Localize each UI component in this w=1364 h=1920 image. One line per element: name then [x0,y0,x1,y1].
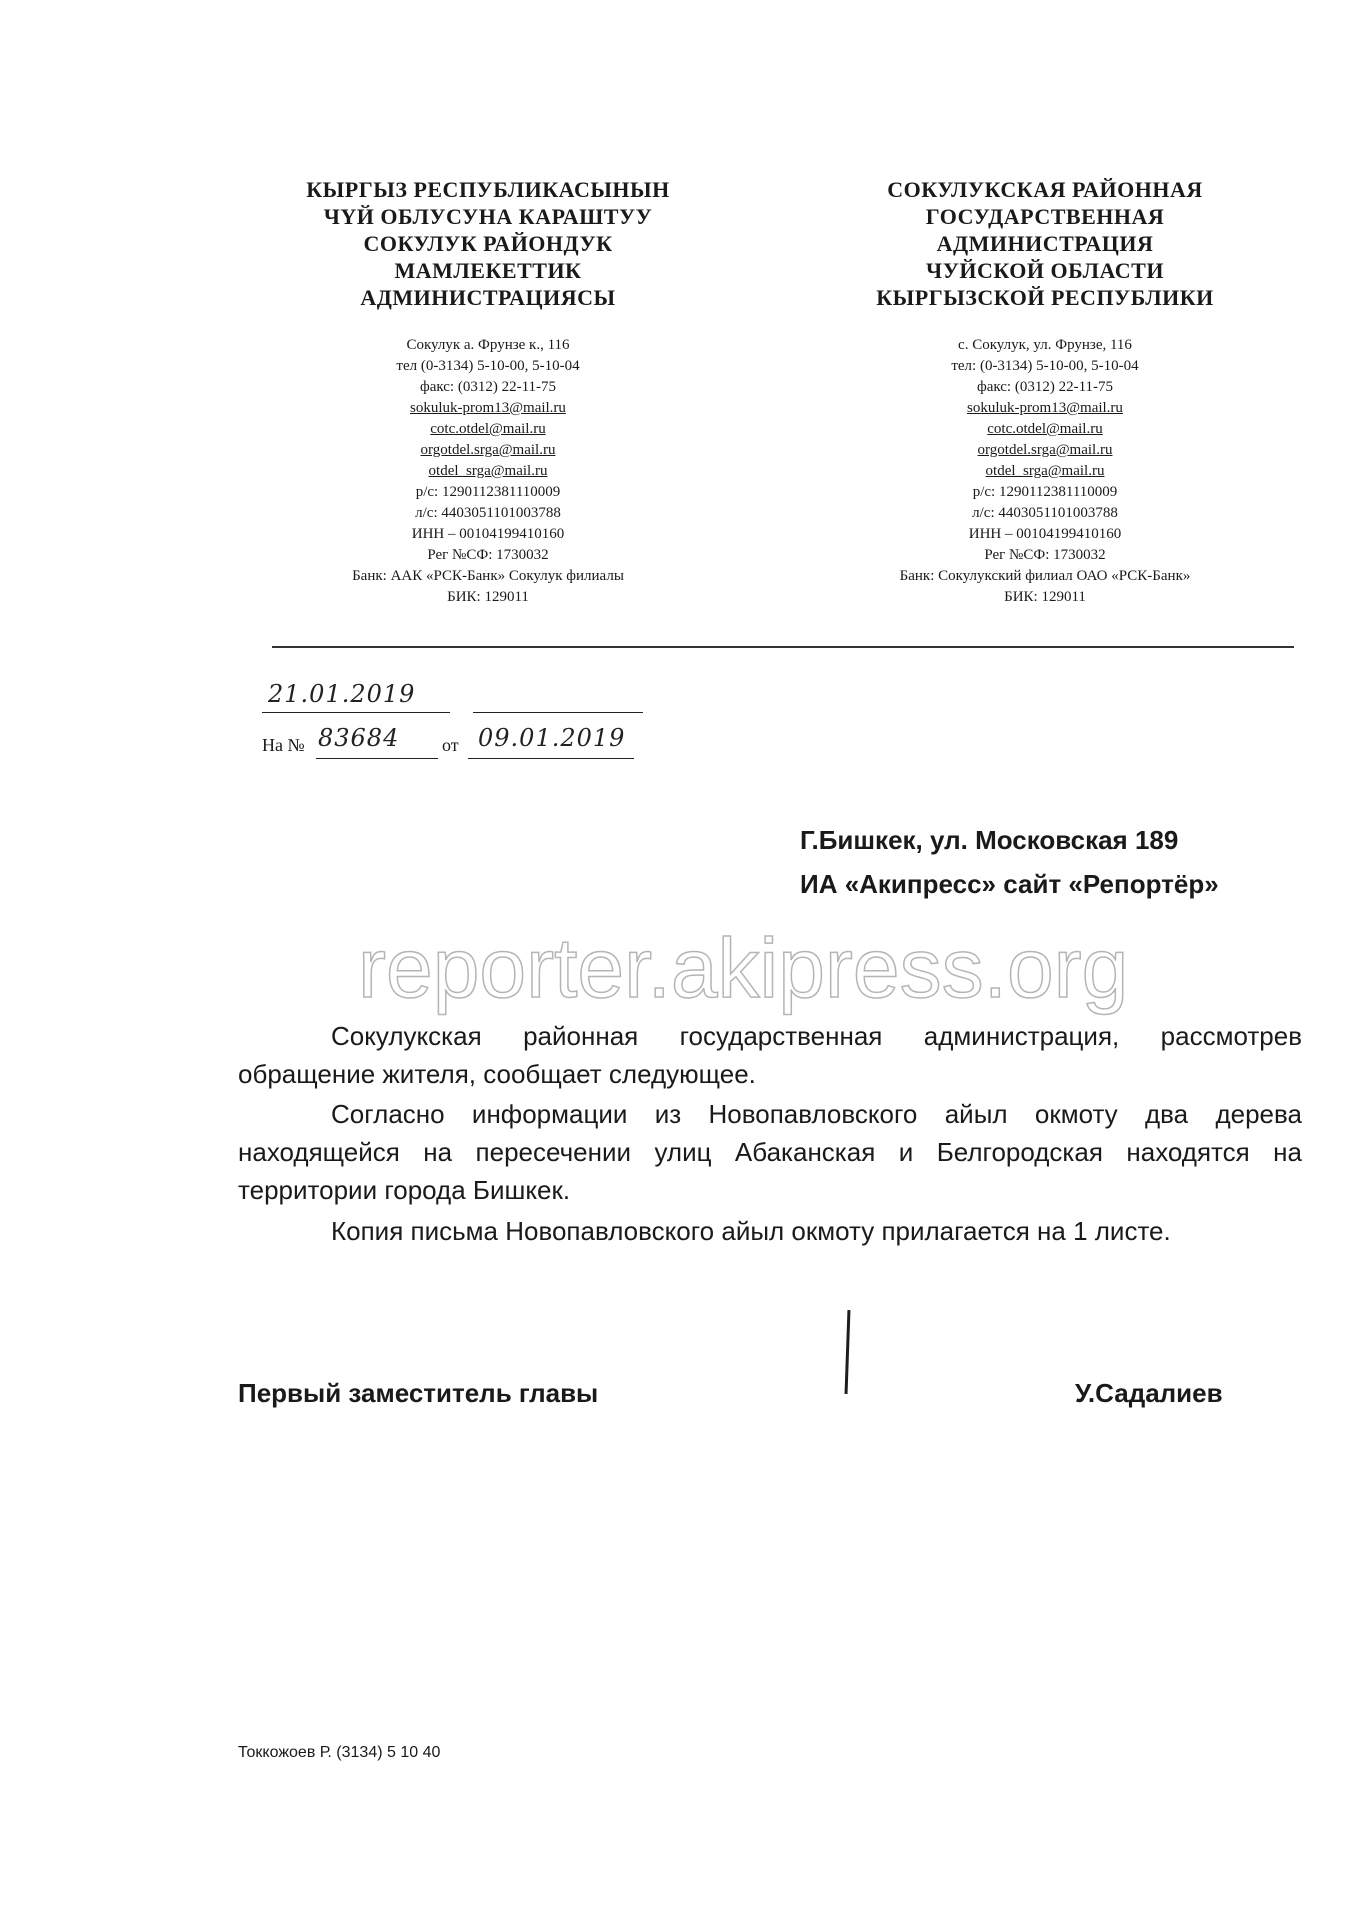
org-name-line: СОКУЛУКСКАЯ РАЙОННАЯ [887,177,1203,202]
incoming-date-underline [468,758,634,759]
fax: факс: (0312) 22-11-75 [419,379,557,395]
body-paragraph-2: Согласно информации из Новопавловского айыл окмоту два дерева находящейся на пересечении улиц Абаканская и Белгородская находятся на территории города Бишкек. [238,1099,1302,1205]
personal-account: л/с: 4403051101003788 [415,505,561,521]
incoming-number-underline [316,758,438,759]
bik: БИК: 129011 [1004,589,1086,605]
bank-name: Банк: ААК «РСК-Банк» Сокулук филиалы [352,568,624,584]
letterhead-russian [825,176,1265,608]
fax: факс: (0312) 22-11-75 [976,379,1114,395]
bank-account: р/с: 1290112381110009 [972,484,1118,500]
bik: БИК: 129011 [447,589,529,605]
org-name-line: ЧҮЙ ОБЛУСУНА КАРАШТУУ [323,204,653,229]
handwritten-signature [845,1310,851,1394]
addressee-name: ИА «Акипресс» сайт «Репортёр» [800,869,1219,899]
org-name-line: АДМИНИСТРАЦИЯ [936,231,1154,256]
inn: ИНН – 00104199410160 [411,526,565,542]
email-link[interactable]: orgotdel.srga@mail.ru [977,442,1113,458]
address: с. Сокулук, ул. Фрунзе, 116 [958,337,1132,353]
contacts-russian [825,335,1265,608]
org-name-line: СОКУЛУК РАЙОНДУК [363,231,613,256]
org-name-line: КЫРГЫЗСКОЙ РЕСПУБЛИКИ [876,285,1214,310]
reg-sf: Рег №СФ: 1730032 [984,547,1106,563]
date-underline [262,712,450,713]
org-name-kyrgyz [268,176,708,311]
na-label: На № [262,735,305,755]
letterhead-kyrgyz [268,176,708,608]
incoming-number: 83684 [318,724,400,752]
inn: ИНН – 00104199410160 [968,526,1122,542]
incoming-date: 09.01.2019 [478,724,626,752]
phone: тел (0-3134) 5-10-00, 5-10-04 [396,358,580,374]
email-link[interactable]: orgotdel.srga@mail.ru [420,442,556,458]
phone: тел: (0-3134) 5-10-00, 5-10-04 [951,358,1139,374]
personal-account: л/с: 4403051101003788 [972,505,1118,521]
outgoing-date: 21.01.2019 [268,680,416,708]
contacts-kyrgyz [268,335,708,608]
address: Сокулук а. Фрунзе к., 116 [406,337,570,353]
body-paragraph-1: Сокулукская районная государственная администрация, рассмотрев обращение жителя, сообщает следующее. [238,1021,1302,1089]
header-divider [272,646,1294,648]
org-name-line: МАМЛЕКЕТТИК [394,258,582,283]
number-blank-underline [473,712,643,713]
org-name-line: ЧУЙСКОЙ ОБЛАСТИ [926,258,1164,283]
watermark: reporter.akipress.org [358,921,1129,1015]
bank-account: р/с: 1290112381110009 [415,484,561,500]
ot-label: от [442,735,459,755]
reg-sf: Рег №СФ: 1730032 [427,547,549,563]
addressee-address: Г.Бишкек, ул. Московская 189 [800,825,1179,855]
email-link[interactable]: cotc.otdel@mail.ru [430,421,546,437]
signatory-title: Первый заместитель главы [238,1378,599,1408]
email-link[interactable]: sokuluk-prom13@mail.ru [410,400,566,416]
org-name-russian [825,176,1265,311]
email-link[interactable]: otdel_srga@mail.ru [985,463,1105,479]
email-link[interactable]: otdel_srga@mail.ru [428,463,548,479]
body-paragraph-3: Копия письма Новопавловского айыл окмоту прилагается на 1 листе. [331,1216,1171,1246]
org-name-line: КЫРГЫЗ РЕСПУБЛИКАСЫНЫН [306,177,670,202]
org-name-line: ГОСУДАРСТВЕННАЯ [925,204,1165,229]
addressee-block [800,818,1219,906]
email-link[interactable]: sokuluk-prom13@mail.ru [967,400,1123,416]
email-link[interactable]: cotc.otdel@mail.ru [987,421,1103,437]
org-name-line: АДМИНИСТРАЦИЯСЫ [360,285,616,310]
bank-name: Банк: Сокулукский филиал ОАО «РСК-Банк» [899,568,1191,584]
signatory-name: У.Садалиев [1075,1378,1223,1408]
executor-contact: Токкожоев Р. (3134) 5 10 40 [238,1744,441,1761]
